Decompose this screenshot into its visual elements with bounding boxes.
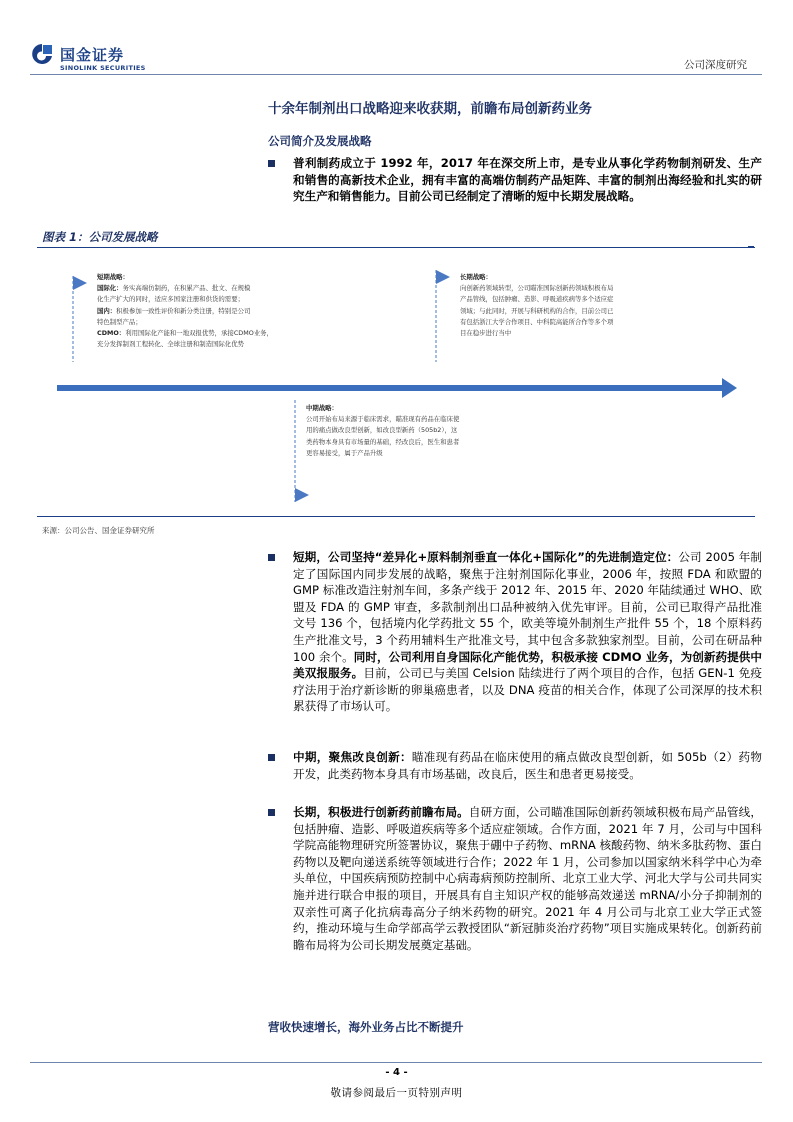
mid-term-line: 更容易接受，属于产品升级: [306, 448, 383, 457]
short-term-flag-icon: [73, 276, 87, 290]
short-term-bullet: [268, 549, 762, 715]
footer-divider: [30, 1062, 762, 1063]
mid-term-line: 用的痛点做改良型创新，如改良型新药（505b2），这: [306, 426, 458, 435]
long-term-bullet: [268, 804, 762, 953]
figure-title: 图表 1：公司发展战略: [42, 230, 158, 244]
bullet-square-icon: [268, 754, 275, 761]
timeline-arrowhead-icon: [722, 378, 737, 398]
long-term-bullet-text: 长期，积极进行创新药前瞻布局。自研方面，公司瞄准国际创新药领域积极布局产品管线，包括肿瘤、造影、呼吸道疾病等多个适应症领域。合作方面，2021 年 7 月，公司与中国科学院高能物理研究所签署协议，聚焦于硼中子药物、mRNA 核酸药物、纳米多肽药物、蛋白药物以及靶向递送系统等领域进行合作；2022 年 1 月，公司参加以国家纳米科学中心为牵头单位，中国疾病预防控制中心病毒病预防控制所、北京工业大学、河北大学与公司共同实施并进行联合申报的项目，开展具有自主知识产权的能够高效递送 mRNA/小分子抑制剂的双亲性可离子化抗病毒高分子纳米药物的研究。2021 年 4 月公司与北京工业大学正式签约，推动环境与生命学部高学云教授团队“新冠肺炎治疗药物”项目实施成果转化。创新药前瞻布局将为公司长期发展奠定基础。: [293, 805, 763, 952]
header-divider: [30, 74, 762, 75]
figure-top-rule: [37, 247, 755, 248]
mid-term-flag-icon: [295, 488, 309, 502]
mid-term-line: 公司开始布局来源于临床需求，瞄准现有药品在临床使: [306, 415, 460, 424]
section-title: 公司简介及发展战略: [268, 134, 372, 148]
logo-text-cn: 国金证券: [60, 46, 125, 64]
intro-bullet-text: 普利制药成立于 1992 年，2017 年在深交所上市，是专业从事化学药物制剂研发、生产和销售的高新技术企业，拥有丰富的高端仿制药产品矩阵、丰富的制剂出海经验和扎实的研究生产和销售能力。目前公司已经制定了清晰的短中长期发展战略。: [293, 156, 762, 204]
logo-text-en: SINOLINK SECURITIES: [60, 64, 146, 72]
long-term-line: 目在稳步进行当中: [460, 329, 512, 338]
bullet-square-icon: [268, 160, 275, 167]
mid-term-header: 中期战略：: [306, 404, 338, 412]
mid-term-bullet-text: 中期，聚焦改良创新：瞄准现有药品在临床使用的痛点做改良型创新，如 505b（2）药物开发，此类药物本身具有市场基础，改良后，医生和患者更易接受。: [293, 750, 762, 781]
mid-term-bullet: [268, 749, 762, 782]
next-section-heading: 营收快速增长，海外业务占比不断提升: [268, 1020, 464, 1034]
bullet-square-icon: [268, 554, 275, 561]
mid-term-strategy-box: [306, 403, 551, 459]
report-type-label: 公司深度研究: [684, 59, 747, 71]
mid-term-line: 类药物本身具有市场量的基础，经改良后，医生和患者: [306, 437, 460, 446]
short-term-header: 短期战略：: [97, 273, 129, 281]
long-term-line: 领域；与此同时，开展与科研机构的合作，目前公司已: [460, 306, 614, 315]
short-term-line: 化生产扩大的同时，适应多国家注册和供货的需要；: [97, 295, 244, 304]
figure-bottom-rule: [37, 516, 755, 517]
page-number: - 4 -: [385, 1067, 408, 1078]
short-term-line: 国际化：务实高端仿制药，在积累产品、批文、在规模: [97, 284, 251, 293]
footer-disclaimer: 敬请参阅最后一页特别声明: [330, 1087, 463, 1099]
long-term-header: 长期战略：: [460, 273, 492, 281]
timeline-axis: [57, 385, 722, 391]
long-term-flag-icon: [436, 270, 450, 284]
long-term-strategy-box: [460, 272, 695, 339]
short-term-bullet-text: 短期，公司坚持“差异化+原料制剂垂直一体化+国际化”的先进制造定位：公司 2005 年制定了国际国内同步发展的战略，聚焦于注射剂国际化事业，2006 年，按照 FDA 和欧盟的 GMP 标准改造注射剂车间，多条产线于 2012 年、2015 年、2020 年陆续通过 WHO、欧盟及 FDA 的 GMP 审查，多款制剂出口品种被纳入优先审评。目前，公司已取得产品批准文号 136 个，包括境内化学药批文 55 个，欧美等境外制剂生产批件 55 个，18 个原料药生产批准文号，3 个药用辅料生产批准文号，其中包含多款独家剂型。目前，公司在研品种 100 余个。同时，公司利用自身国际化产能优势，积极承接 CDMO 业务，为创新药提供中美双报服务。目前，公司已与美国 Celsion 陆续进行了两个项目的合作，包括 GEN-1 免疫疗法用于治疗新诊断的卵巢癌患者，以及 DNA 疫苗的相关合作，体现了公司深厚的技术积累获得了市场认可。: [293, 550, 762, 714]
long-term-line: 有包括浙江大学合作项目、中科院高能所合作等多个项: [460, 317, 614, 326]
short-term-line: 国内：积极参加一致性评价和新分类注册，特别是公司: [97, 306, 251, 315]
short-term-line: CDMO：利用国际化产能和一地双报优势，承接CDMO业务，: [97, 329, 273, 338]
long-term-line: 向创新药领域转型，公司瞄准国际创新药领域积极布局: [460, 284, 614, 293]
intro-bullet: [268, 155, 762, 205]
short-term-line: 特色制型产品；: [97, 317, 142, 326]
sinolink-logo-icon: [30, 42, 54, 70]
long-term-line: 产品管线，包括肿瘤、造影、呼吸道疾病等多个适应症: [460, 295, 614, 304]
bullet-square-icon: [268, 809, 275, 816]
figure-source: 来源：公司公告、国金证券研究所: [42, 526, 155, 535]
main-title: 十余年制剂出口战略迎来收获期，前瞻布局创新药业务: [268, 101, 592, 117]
short-term-strategy-box: [97, 272, 347, 350]
figure-top-tick: [748, 246, 754, 248]
short-term-line: 充分发挥制剂工程转化、全球注册和制造国际化优势: [97, 340, 244, 349]
